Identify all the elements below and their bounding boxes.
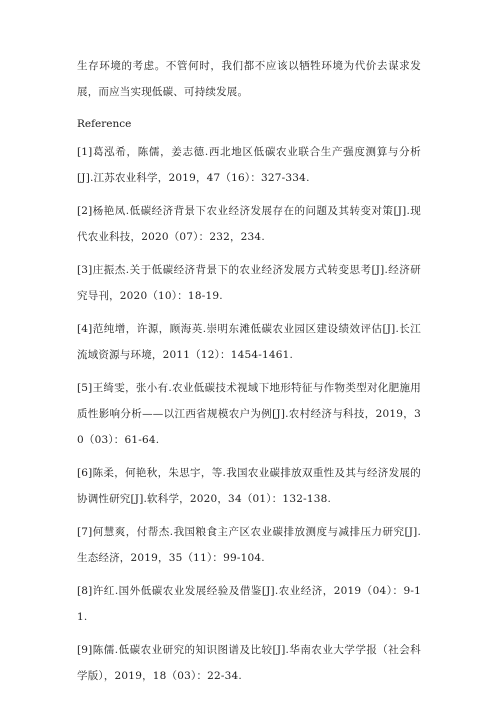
references-heading: Reference [77,118,132,130]
reference-item-4: [4]范纯增，许源，顾海英.崇明东滩低碳农业园区建设绩效评估[J].长江流域资源与环境，2011（12）：1454-1461. [77,323,421,361]
reference-item-3: [3]庄振杰.关于低碳经济背景下的农业经济发展方式转变思考[J].经济研究导刊，2020（10）：18-19. [77,264,421,302]
reference-item-8: [8]许红.国外低碳农业发展经验及借鉴[J].农业经济，2019（04）：9-11. [77,585,421,623]
reference-item-1: [1]葛泓希，陈儒，姜志德.西北地区低碳农业联合生产强度测算与分析[J].江苏农业科学，2019，47（16）：327-334. [77,146,421,184]
reference-item-2: [2]杨艳凤.低碳经济背景下农业经济发展存在的问题及其转变对策[J].现代农业科技，2020（07）：232，234. [77,205,421,243]
reference-item-7: [7]何慧爽，付帮杰.我国粮食主产区农业碳排放测度与减排压力研究[J].生态经济，2019，35（11）：99-104. [77,526,421,564]
body-paragraph: 生存环境的考虑。不管何时，我们都不应该以牺牲环境为代价去谋求发展，而应当实现低碳、可持续发展。 [77,60,421,98]
reference-item-5: [5]王绮雯，张小有.农业低碳技术视域下地形特征与作物类型对化肥施用质性影响分析——以江西省规模农户为例[J].农村经济与科技，2019，30（03）：61-64. [77,382,421,446]
document-content [77,53,421,696]
reference-list [77,139,421,689]
reference-item-6: [6]陈柔，何艳秋，朱思宇，等.我国农业碳排放双重性及其与经济发展的协调性研究[J].软科学，2020，34（01）：132-138. [77,467,421,505]
reference-item-9: [9]陈儒.低碳农业研究的知识图谱及比较[J].华南农业大学学报（社会科学版），2019，18（03）：22-34. [77,644,421,682]
